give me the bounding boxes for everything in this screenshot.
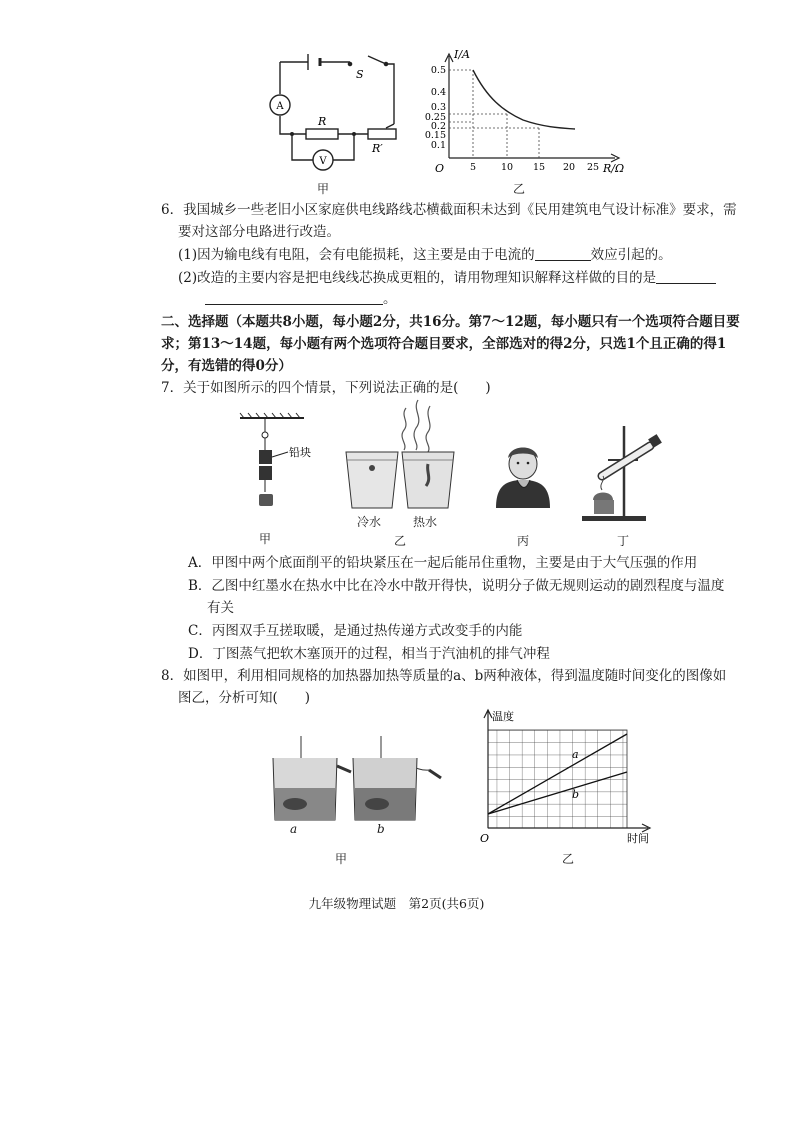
graph-origin: O: [435, 162, 445, 175]
xtick: 10: [500, 162, 514, 173]
ytick: 0.5: [430, 65, 446, 76]
page-footer: 九年级物理试题 第2页(共6页): [308, 896, 485, 911]
xtick: 20: [562, 162, 576, 173]
answer-blank[interactable]: [535, 246, 591, 261]
graph-caption: 乙: [513, 182, 526, 196]
ammeter-label: A: [276, 101, 284, 112]
graph-origin: O: [480, 832, 490, 845]
section2-line1: 二、选择题（本题共8小题，每小题2分，共16分。第7～12题，每小题只有一个选项符合题目要: [161, 314, 740, 330]
q7-caption-bing: 丙: [517, 534, 530, 548]
heater-beakers-figure: [265, 732, 445, 832]
lead-label: 铅块: [289, 446, 311, 459]
line-a-label: a: [572, 748, 579, 761]
section2-line3: 分，有选错的得0分）: [161, 358, 292, 374]
ytick: 0.4: [430, 87, 446, 98]
xtick: 15: [532, 162, 546, 173]
q6-line2: 要对这部分电路进行改造。: [178, 224, 340, 240]
answer-blank[interactable]: [656, 269, 716, 284]
line-b-label: b: [572, 788, 580, 801]
lead-blocks-figure: [232, 412, 322, 522]
voltmeter-label: V: [319, 156, 327, 167]
ytick: 0.15: [425, 130, 446, 141]
ytick: 0.3: [430, 102, 446, 113]
circuit-diagram: [268, 52, 408, 177]
current-resistance-graph: [425, 48, 635, 178]
q7-option-d[interactable]: D．丁图蒸气把软木塞顶开的过程，相当于汽油机的排气冲程: [188, 646, 550, 662]
hot-water-label: 热水: [413, 515, 438, 529]
rheostat-label: R′: [372, 142, 383, 155]
temperature-time-graph: [472, 706, 672, 846]
q8-caption-jia: 甲: [335, 852, 348, 866]
xtick: 5: [469, 162, 477, 173]
person-rubbing-hands-figure: [492, 440, 554, 510]
section2-line2: 求；第13～14题，每小题有两个选项符合题目要求，全部选对的得2分，只选1个且正确的得1: [161, 336, 727, 352]
graph-xlabel: R/Ω: [603, 162, 625, 175]
ink-beakers-figure: [338, 398, 468, 513]
graph-ylabel: I/A: [454, 48, 470, 61]
q7-stem: 7．关于如图所示的四个情景，下列说法正确的是( ): [161, 380, 491, 396]
ytick: 0.2: [430, 121, 446, 132]
ytick: 0.25: [425, 112, 446, 123]
xtick: 25: [586, 162, 600, 173]
q8-line2: 图乙，分析可知( ): [178, 690, 311, 706]
q7-option-c[interactable]: C．丙图双手互搓取暖，是通过热传递方式改变手的内能: [188, 623, 523, 639]
graph-ylabel: 温度: [492, 710, 514, 723]
beaker-a-label: a: [290, 822, 298, 836]
ytick: 0.1: [430, 140, 446, 151]
q7-caption-yi: 乙: [394, 534, 407, 548]
q6-sub2-cont: 。: [205, 289, 397, 309]
switch-label: S: [356, 68, 364, 81]
resistor-label: R: [318, 115, 327, 128]
q6-sub2: (2)改造的主要内容是把电线线芯换成更粗的，请用物理知识解释这样做的目的是: [178, 268, 716, 288]
circuit-caption: 甲: [317, 182, 330, 196]
steam-cork-figure: [578, 420, 673, 522]
q6-line1: 6．我国城乡一些老旧小区家庭供电线路线芯横截面积未达到《民用建筑电气设计标准》要求，需: [161, 202, 737, 218]
q7-option-a[interactable]: A．甲图中两个底面削平的铅块紧压在一起后能吊住重物，主要是由于大气压强的作用: [188, 555, 698, 571]
q8-line1: 8．如图甲，利用相同规格的加热器加热等质量的a、b两种液体，得到温度随时间变化的图像如: [161, 668, 727, 684]
cold-water-label: 冷水: [357, 515, 382, 529]
q7-option-b-cont: 有关: [207, 600, 234, 616]
answer-blank[interactable]: [205, 290, 383, 305]
q7-caption-jia: 甲: [259, 532, 272, 546]
q8-caption-yi: 乙: [562, 852, 575, 866]
q6-sub1: (1)因为输电线有电阻，会有电能损耗，这主要是由于电流的 效应引起的。: [178, 247, 672, 263]
beaker-b-label: b: [377, 822, 385, 836]
q7-caption-ding: 丁: [617, 534, 630, 548]
graph-xlabel: 时间: [627, 832, 649, 845]
q7-option-b[interactable]: B．乙图中红墨水在热水中比在冷水中散开得快，说明分子做无规则运动的剧烈程度与温度: [188, 578, 725, 594]
